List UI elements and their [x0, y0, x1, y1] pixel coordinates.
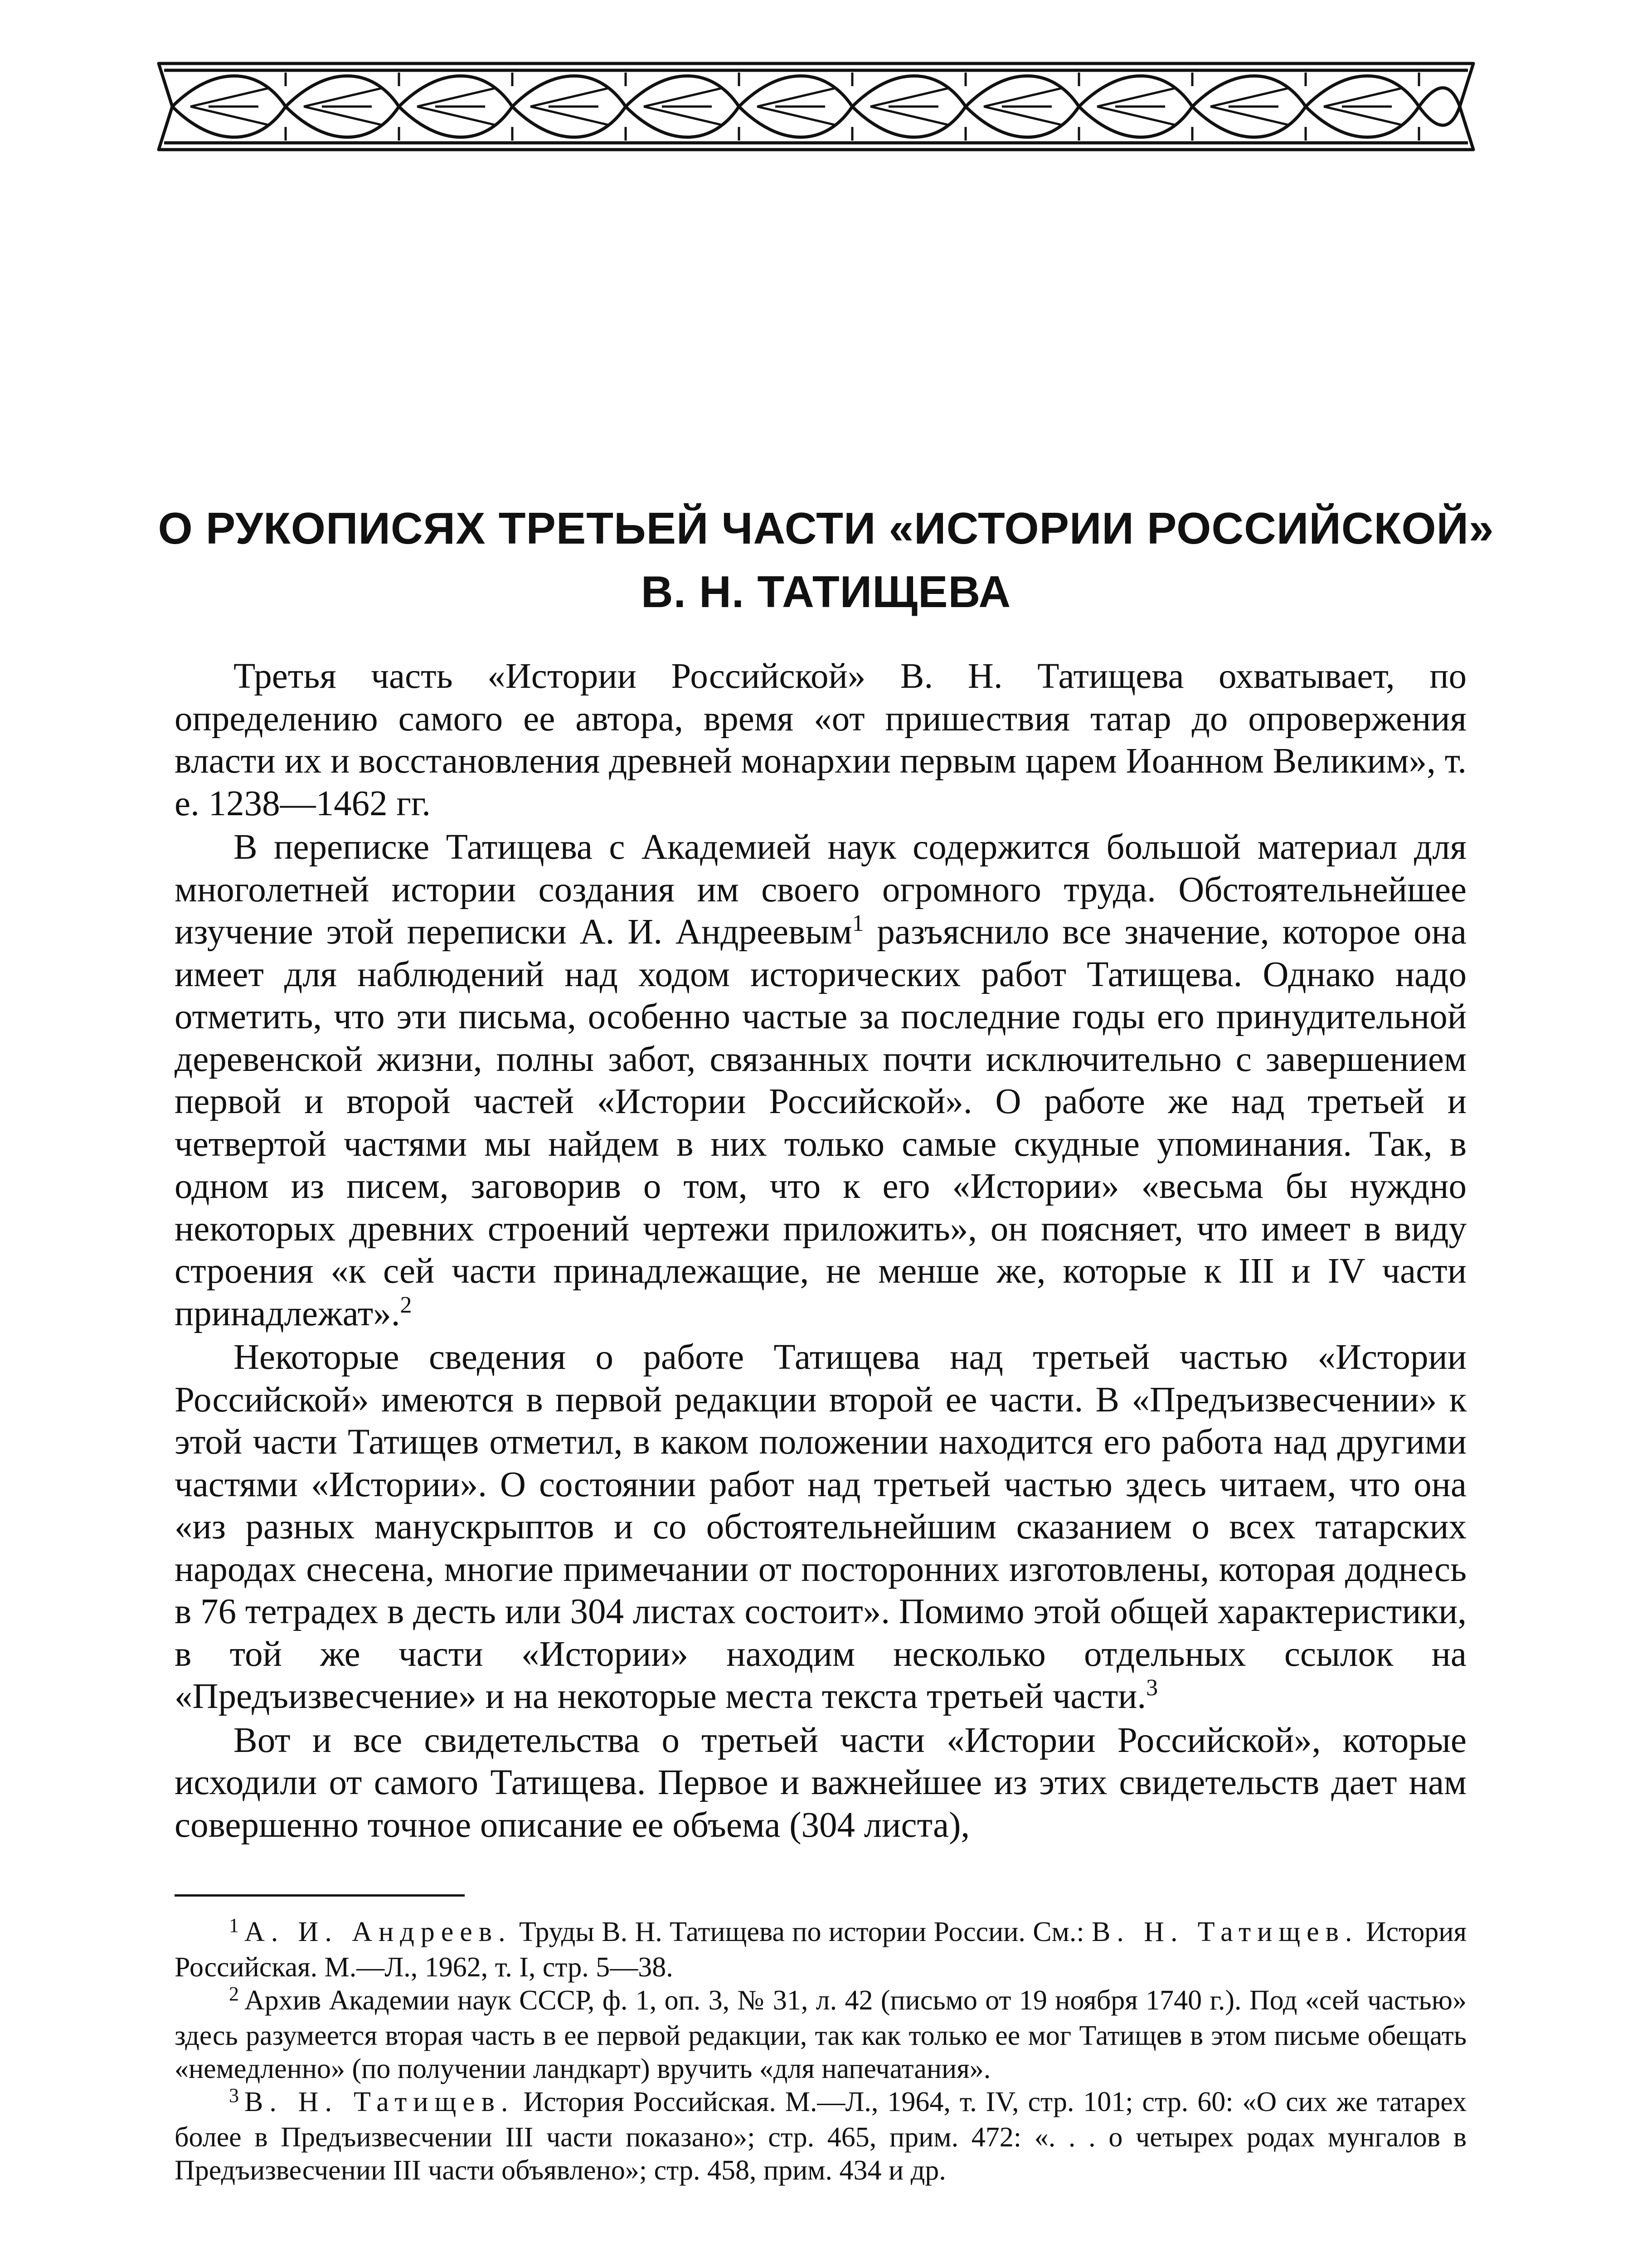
footnote-3-mark: 3 [229, 2084, 239, 2106]
footnote-1-mark: 1 [229, 1914, 239, 1936]
footnote-2-text: Архив Академии наук СССР, ф. 1, оп. 3, № 31, л. 42 (письмо от 19 ноября 1740 г.). Под «сей частью» здесь разумеется вторая часть в ее первой редакции, так как только ее мог Татищев в этом письме обещать «немедленно» (по получении ландкарт) вручить «для напечатания». [175, 1985, 1467, 2084]
footnote-3-author: В. Н. Татищев. [244, 2087, 515, 2117]
paragraph-3-text: Некоторые сведения о работе Татищева над третьей частью «Истории Российской» имеются в первой редакции второй ее части. В «Предъизвесчении» к этой части Татищев отметил, в каком положении находится его работа над другими частями «Истории». О состоянии работ над третьей частью здесь читаем, что она «из разных манускрыптов и со обстоятельнейшим сказанием о всех татарских народах снесена, многие примечании от посторонних изготовлены, которая доднесь в 76 тетрадех в десть или 304 листах состоит». Помимо этой общей характеристики, в той же части «Истории» находим несколько отдельных ссылок на «Предъизвесчение» и на некоторые места текста третьей части. [175, 1338, 1467, 1716]
footnote-2-mark: 2 [229, 1983, 239, 2005]
article-title-line-2: В. Н. ТАТИЩЕВА [641, 567, 1011, 617]
paragraph-3 [175, 1336, 1467, 1718]
footnote-1-text-b: История Российская. М.—Л., 1962, т. I, стр. 5—38. [175, 1917, 1467, 1983]
footnote-3-text: История Российская. М.—Л., 1964, т. IV, стр. 101; стр. 60: «О сих же татарех более в Предъизвесчении III части показано»; стр. 465, прим. 472: «. . . о четырех родах мунгалов в Предъизвесчении III части объявлено»; стр. 458, прим. 434 и др. [175, 2087, 1467, 2186]
footnote-ref-2[interactable]: 2 [400, 1292, 412, 1318]
footnotes [175, 1916, 1467, 2187]
paragraph-2-text-b: разъяснило все значение, которое она имеет для наблюдений над ходом исторических работ Татищева. Однако надо отметить, что эти письма, особенно частые за последние годы его принудительной деревенской жизни, полны забот, связанных почти исключительно с завершением первой и второй частей «Истории Российской». О работе же над третьей и четвертой частями мы найдем в них только самые скудные упоминания. Так, в одном из писем, заговорив о том, что к его «Истории» «весьма бы нуждно некоторых древних строений чертежи приложить», он поясняет, что имеет в виду строения «к сей части принадлежащие, не менше же, которые к III и IV части принадлежат». [175, 912, 1467, 1333]
footnote-1-author-2: В. Н. Татищев. [1091, 1917, 1359, 1947]
footnote-2 [175, 1984, 1467, 2086]
footnote-1-text-a: Труды В. Н. Татищева по истории России. См.: [511, 1917, 1092, 1947]
paragraph-1: Третья часть «Истории Российской» В. Н. Татищева охватывает, по определению самого ее автора, время «от пришествия татар до опровержения власти их и восстановления древней монархии первым царем Иоанном Великим», т. е. 1238—1462 гг. [175, 657, 1467, 823]
paragraph-2 [175, 826, 1467, 1335]
footnote-ref-1[interactable]: 1 [852, 910, 864, 936]
article-title [91, 496, 1561, 623]
article-title-line-1: О РУКОПИСЯХ ТРЕТЬЕЙ ЧАСТИ «ИСТОРИИ РОССИЙСКОЙ» [158, 503, 1494, 553]
footnote-1-author: А. И. Андреев. [244, 1917, 512, 1947]
decorative-ornament-border [154, 45, 1478, 168]
paragraph-4: Вот и все свидетельства о третьей части «Истории Российской», которые исходили от самого Татищева. Первое и важнейшее из этих свидетельств дает нам совершенно точное описание ее объема (304 листа), [175, 1720, 1467, 1845]
footnote-ref-3[interactable]: 3 [1146, 1675, 1158, 1701]
footnote-divider [175, 1894, 465, 1897]
paragraph-2-text-a: В переписке Татищева с Академией наук содержится большой материал для многолетней истории создания им своего огромного труда. Обстоятельнейшее изучение этой переписки А. И. Андреевым [175, 827, 1467, 952]
footnote-3 [175, 2086, 1467, 2187]
article-body [175, 655, 1467, 1848]
footnote-1 [175, 1916, 1467, 1984]
